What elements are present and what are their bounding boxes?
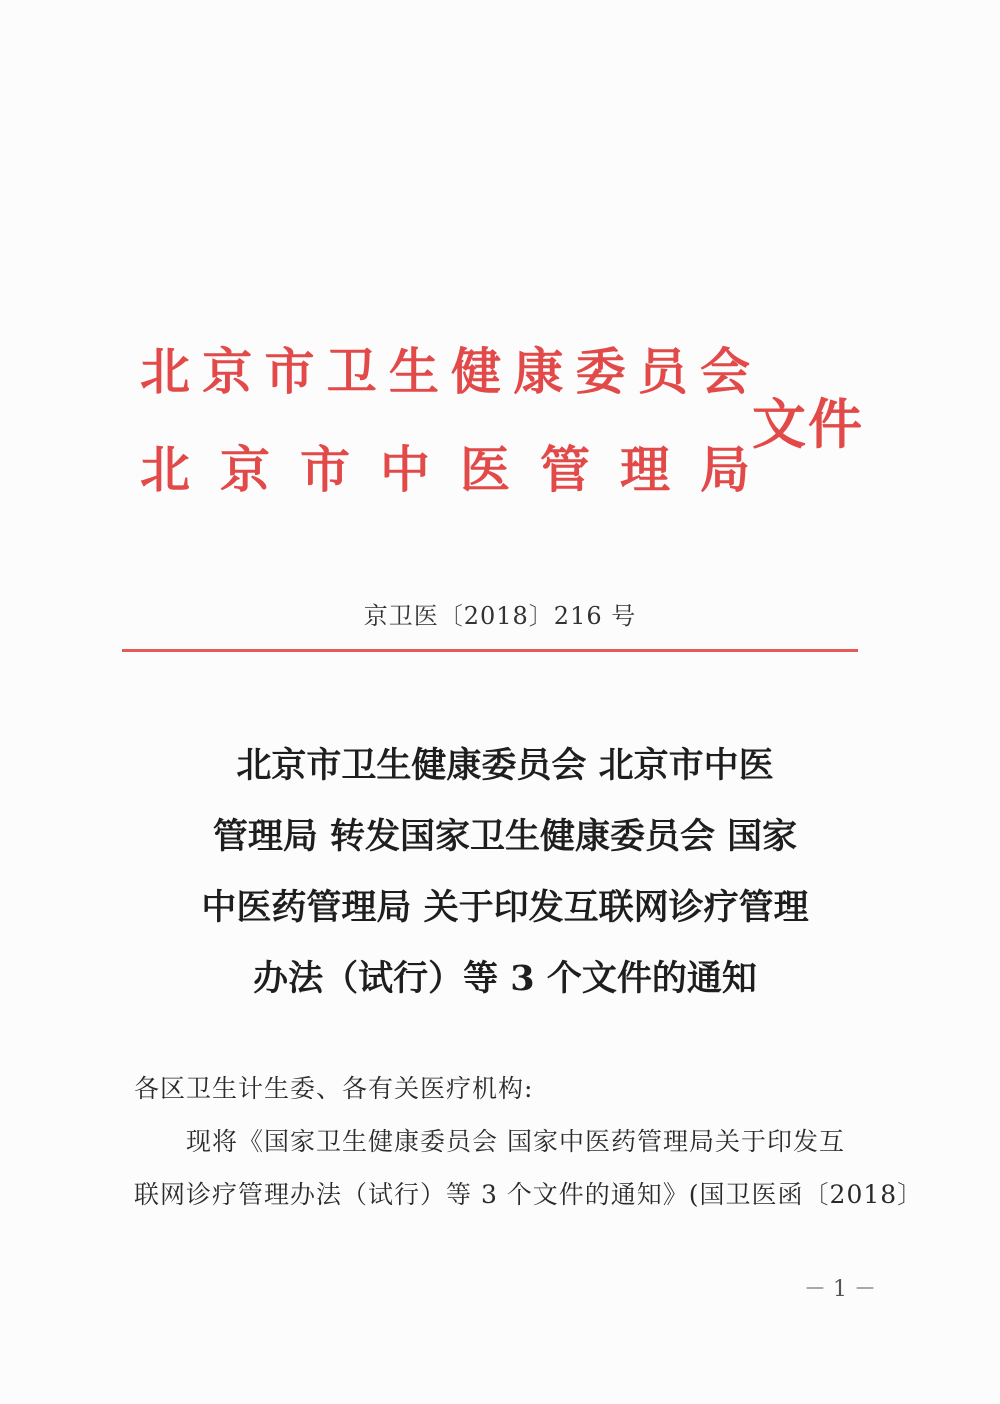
paragraph-line: 现将《国家卫生健康委员会 国家中医药管理局关于印发互 bbox=[186, 1127, 845, 1156]
issuer-char: 医 bbox=[460, 440, 510, 499]
issuer-char: 京 bbox=[220, 440, 270, 499]
issuer-char: 市 bbox=[300, 440, 350, 499]
issuer-char: 会 bbox=[699, 342, 750, 401]
red-divider-line bbox=[122, 649, 858, 652]
document-type-label: 文件 bbox=[752, 392, 864, 456]
issuer-char: 北 bbox=[140, 440, 190, 499]
issuer-char: 理 bbox=[620, 440, 670, 499]
document-title bbox=[120, 730, 890, 1014]
issuer-char: 中 bbox=[380, 440, 430, 499]
document-number: 京卫医〔2018〕216 号 bbox=[363, 602, 637, 630]
title-line: 中医药管理局 关于印发互联网诊疗管理 bbox=[201, 887, 809, 928]
issuer-char: 卫 bbox=[326, 342, 377, 401]
issuer-line-health-commission bbox=[140, 342, 750, 402]
title-line: 办法（试行）等 3 个文件的通知 bbox=[253, 958, 757, 999]
title-line: 管理局 转发国家卫生健康委员会 国家 bbox=[212, 816, 798, 857]
issuer-char: 康 bbox=[513, 342, 564, 401]
title-line: 北京市卫生健康委员会 北京市中医 bbox=[236, 745, 774, 786]
salutation: 各区卫生计生委、各有关医疗机构: bbox=[134, 1074, 534, 1103]
issuer-char: 市 bbox=[264, 342, 315, 401]
issuer-char: 生 bbox=[388, 342, 439, 401]
issuer-char: 管 bbox=[540, 440, 590, 499]
issuer-char: 员 bbox=[637, 342, 688, 401]
paragraph-line: 联网诊疗管理办法（试行）等 3 个文件的通知》(国卫医函〔2018〕 bbox=[134, 1180, 924, 1209]
body-paragraph bbox=[134, 1115, 924, 1221]
issuer-line-tcm-bureau bbox=[140, 440, 750, 500]
page-number: － 1 － bbox=[804, 1277, 876, 1302]
issuer-char: 局 bbox=[700, 440, 750, 499]
issuer-char: 委 bbox=[575, 342, 626, 401]
issuer-char: 北 bbox=[140, 342, 190, 401]
issuer-char: 健 bbox=[451, 342, 502, 401]
issuer-char: 京 bbox=[202, 342, 253, 401]
